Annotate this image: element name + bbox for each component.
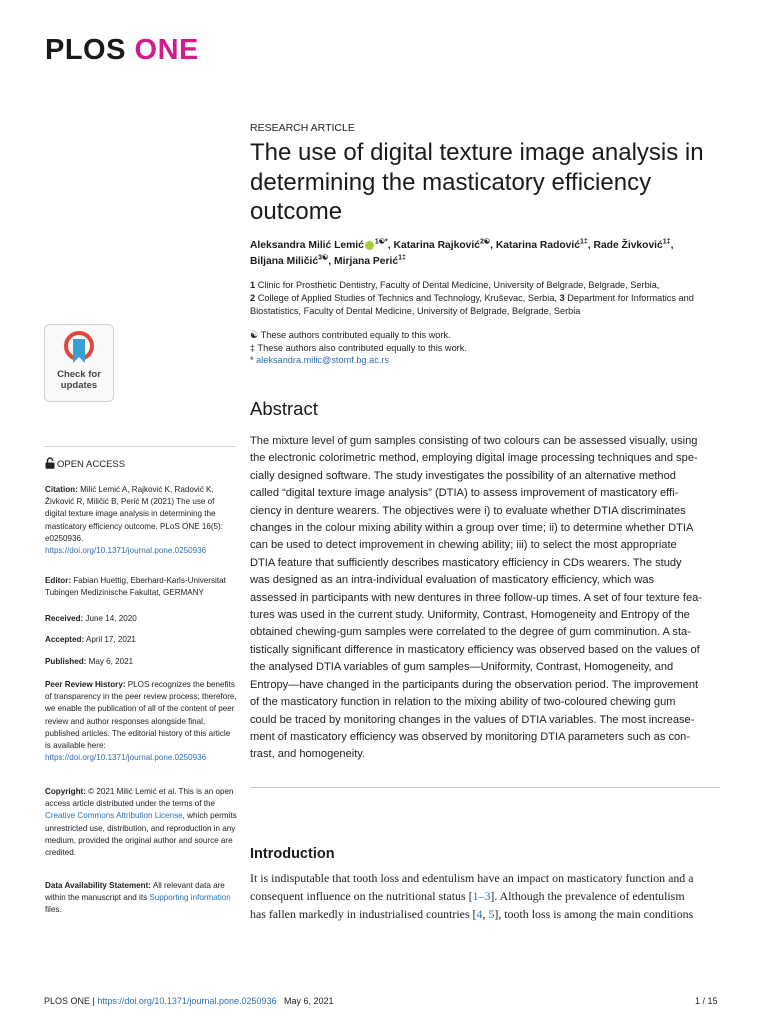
received-block — [45, 613, 237, 625]
author-name[interactable]: Biljana Miličić — [250, 256, 319, 267]
author-marks: 3☯ — [318, 254, 329, 262]
intro-line — [250, 887, 728, 905]
copyright-block — [45, 786, 237, 859]
corresponding-email-link[interactable]: aleksandra.milic@stomf.bg.ac.rs — [256, 355, 390, 365]
published-label: Published: — [45, 657, 87, 666]
logo-plos: PLOS — [45, 34, 126, 66]
peer-review-text: PLOS recognizes the benefits of transparency in the peer review process; therefore, we enable the publication of all of the content of peer review and author responses alongside final, published articles. The editorial history of this article is available here: — [45, 680, 237, 751]
intro-text-segment: , — [482, 907, 489, 921]
author-list: Aleksandra Milić Lemić $^{1☯*}$, Katarina Rajković$^{2☯}$, Katarina Radović$^{1\ddagger}$, Rade Živković$^{1\ddagger}$, Biljana Miličić$^{3☯}$, Mirjana Perić$^{1\ddagger}$ — [250, 238, 674, 267]
abstract-line: could be traced by monitoring changes in the values of DTIA variables. The most increase- — [250, 713, 695, 726]
abstract-line: the electronic colorimetric method, employing digital image processing techniques and spe- — [250, 452, 698, 465]
footer-date: May 6, 2021 — [284, 996, 334, 1006]
footer-separator: | — [90, 996, 98, 1006]
article-type: RESEARCH ARTICLE — [250, 122, 355, 134]
abstract-line: cially designed software. The study investigates the possibility of an alternative method — [250, 469, 676, 482]
introduction-body — [250, 869, 728, 923]
author-marks: 1‡ — [662, 238, 671, 246]
open-access-label — [45, 457, 125, 470]
data-availability-block — [45, 880, 237, 917]
abstract-line: of the masticatory function in relation to the mixing ability of two-coloured chewing gum — [250, 696, 676, 709]
article-title: The use of digital texture image analysis in determining the masticatory efficiency outcome — [250, 139, 704, 225]
abstract-heading: Abstract — [250, 398, 318, 419]
copyright-label: Copyright: — [45, 787, 86, 796]
intro-line: It is indisputable that tooth loss and edentulism have an impact on masticatory function and a — [250, 871, 694, 885]
intro-text-segment: consequent influence on the nutritional status [ — [250, 889, 473, 903]
author-name[interactable]: Katarina Rajković — [393, 240, 480, 251]
received-label: Received: — [45, 614, 84, 623]
abstract-line: changes in the colour mixing ability within a group over time; ii) to determine whether DTIA — [250, 522, 694, 535]
published-date: May 6, 2021 — [88, 657, 134, 666]
open-lock-icon — [45, 457, 55, 469]
footer-doi-link[interactable]: https://doi.org/10.1371/journal.pone.0250936 — [97, 996, 277, 1006]
corresponding-mark: * — [250, 355, 254, 365]
affiliation-number: 2 — [250, 293, 256, 303]
author-marks: 1☯* — [374, 238, 388, 246]
author-name[interactable]: Aleksandra Milić Lemić — [250, 240, 364, 251]
citation-link[interactable]: 5 — [488, 907, 495, 921]
data-availability-text: files. — [45, 905, 62, 915]
citation-link[interactable]: 4 — [476, 907, 483, 921]
abstract-line: called “digital texture image analysis” (DTIA) to assess improvement of masticatory effi- — [250, 487, 679, 500]
accepted-block — [45, 634, 237, 646]
author-marks: 1‡ — [579, 238, 588, 246]
editor-label: Editor: — [45, 576, 72, 585]
peer-review-label: Peer Review History: — [45, 680, 126, 689]
badge-line: Check for — [57, 369, 101, 380]
affiliation-text: Department for Informatics and Biostatistics, Faculty of Dental Medicine, University of Belgrade, Belgrade, Serbia — [250, 293, 694, 316]
open-access-text: OPEN ACCESS — [57, 459, 126, 470]
abstract-line: tistically significant difference in masticatory efficiency was observed based on the values of — [250, 643, 700, 656]
author-name[interactable]: Katarina Radović — [495, 240, 580, 251]
logo-one: ONE — [134, 34, 199, 66]
citation-label: Citation: — [45, 485, 78, 494]
citation-link[interactable]: 1–3 — [472, 889, 491, 903]
abstract-line: obtained chewing-gum samples were correlated to the degree of gum comminution. A sta- — [250, 626, 691, 639]
crossmark-icon — [64, 331, 94, 367]
abstract-line: trast, and homogeneity. — [250, 748, 366, 761]
author-name[interactable]: Rade Živković — [593, 240, 663, 251]
accepted-label: Accepted: — [45, 635, 85, 644]
author-name[interactable]: Mirjana Perić — [334, 256, 399, 267]
peer-review-block — [45, 679, 237, 764]
author-marks: 1‡ — [398, 254, 406, 262]
received-date: June 14, 2020 — [85, 614, 137, 623]
abstract-line: Entropy—have changed in the participants during the observation period. The improvement — [250, 678, 699, 691]
intro-text-segment: has fallen markedly in industrialised countries [ — [250, 907, 477, 921]
intro-line — [250, 905, 728, 923]
author-notes — [250, 329, 720, 367]
page-number: 1 / 15 — [695, 996, 718, 1006]
data-availability-text: All relevant data are within the manuscript and its — [45, 881, 225, 903]
sidebar-divider — [44, 446, 236, 447]
equal-contribution-note: ☯ These authors contributed equally to this work. — [250, 330, 451, 340]
abstract-line: The mixture level of gum samples consisting of two colours can be assessed visually, using — [250, 435, 698, 447]
citation-doi-link[interactable]: https://doi.org/10.1371/journal.pone.0250936 — [45, 546, 207, 556]
footer-journal: PLOS ONE — [44, 996, 91, 1006]
license-link[interactable]: Creative Commons Attribution License — [45, 811, 183, 821]
intro-text-segment: ]. Although the prevalence of edentulism — [490, 889, 685, 903]
copyright-text: © 2021 Milić Lemić et al. This is an open access article distributed under the terms of the — [45, 787, 234, 809]
orcid-icon[interactable] — [365, 241, 374, 250]
affiliation-number: 3 — [559, 293, 565, 303]
abstract-line: the analysed DTIA variables of gum samples—Uniformity, Contrast, Homogeneity, and — [250, 661, 674, 674]
editor-text: Fabian Huettig, Eberhard-Karls-Universitat Tubingen Medizinische Fakultat, GERMANY — [45, 576, 226, 598]
check-for-updates-badge[interactable] — [44, 324, 114, 402]
published-block — [45, 656, 237, 668]
citation-block — [45, 484, 237, 557]
intro-text-segment: ], tooth loss is among the main conditions — [494, 907, 694, 921]
citation-text: Milić Lemić A, Rajković K, Radović K, Živković R, Miličić B, Perić M (2021) The use of digital texture image analysis in determining the masticatory efficiency outcome. PLoS ONE 16(5): e0250936. — [45, 485, 223, 543]
accepted-date: April 17, 2021 — [85, 635, 136, 644]
abstract-line: tures was used in the current study. Uniformity, Contrast, Homogeneity and Entropy of the — [250, 609, 690, 622]
affiliation-number: 1 — [250, 280, 256, 290]
abstract-divider — [250, 787, 720, 788]
page-footer — [44, 996, 334, 1006]
abstract-line: was designed as an intra-individual evaluation of masticatory efficiency, which was — [250, 574, 655, 587]
editor-block — [45, 575, 237, 599]
author-marks: 2☯ — [479, 238, 491, 246]
abstract-body — [250, 433, 720, 764]
data-availability-label: Data Availability Statement: — [45, 881, 151, 890]
abstract-line: DTIA feature that sufficiently describes masticatory efficiency in CDs wearers. The study — [250, 556, 682, 569]
affiliations — [250, 279, 730, 318]
abstract-line: assessed in participants with new dentures in three follow-up times. A set of four texture fea- — [250, 591, 702, 604]
also-contribution-note: ‡ These authors also contributed equally to this work. — [250, 342, 467, 353]
abstract-line: ment of masticatory efficiency was observed by monitoring DTIA parameters such as con- — [250, 730, 691, 743]
badge-label — [45, 370, 113, 391]
affiliation-text: College of Applied Studies of Technics and Technology, Kruševac, Serbia, — [257, 293, 557, 303]
journal-logo[interactable] — [45, 34, 199, 67]
badge-line: updates — [60, 379, 98, 391]
supporting-information-link[interactable]: Supporting information — [149, 893, 231, 903]
affiliation-text: Clinic for Prosthetic Dentistry, Faculty of Dental Medicine, University of Belgrade, Belgrade, Serbia, — [257, 280, 660, 290]
peer-review-link[interactable]: https://doi.org/10.1371/journal.pone.0250936 — [45, 753, 207, 763]
abstract-line: ciency in denture wearers. The objectives were i) to evaluate whether DTIA discriminates — [250, 504, 686, 517]
abstract-line: can be used to detect improvement in chewing ability; iii) to select the most appropriate — [250, 539, 677, 552]
introduction-heading: Introduction — [250, 846, 335, 862]
copyright-text: , which permits unrestricted use, distribution, and reproduction in any medium, provided the original author and source are credited. — [45, 811, 237, 858]
